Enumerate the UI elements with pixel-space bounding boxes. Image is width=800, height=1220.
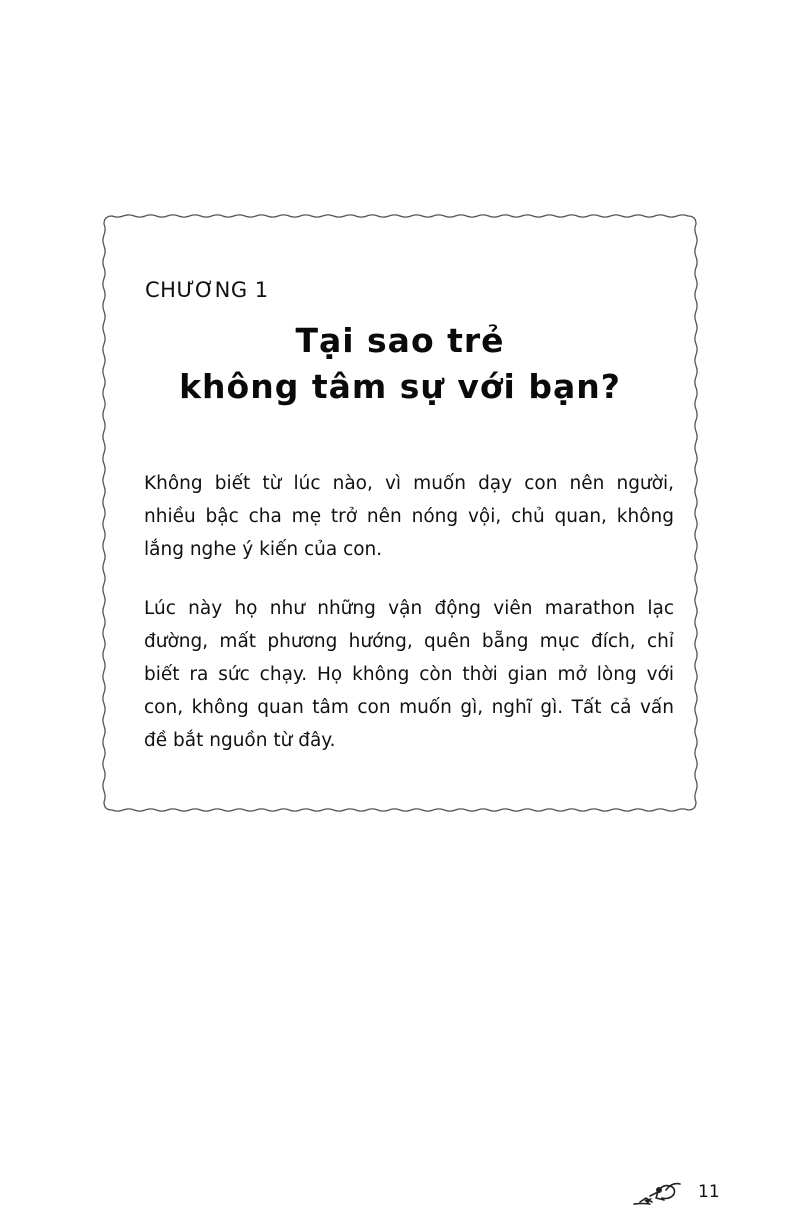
paragraph-2 [144, 592, 674, 757]
paragraph-line: lắng nghe ý kiến của con. [144, 539, 383, 560]
paragraph-line: Không biết từ lúc nào, vì muốn dạy con nên người, [144, 473, 674, 494]
paragraph-line: con, không quan tâm con muốn gì, nghĩ gì. Tất cả vấn [144, 697, 674, 718]
paragraph-1 [144, 467, 674, 566]
chapter-title-line-1: Tại sao trẻ [295, 321, 505, 360]
paragraph-line: đường, mất phương hướng, quên bẵng mục đích, chỉ [144, 631, 674, 652]
chapter-label: CHƯƠNG 1 [145, 278, 269, 302]
paragraph-line: nhiều bậc cha mẹ trở nên nóng vội, chủ quan, không [144, 506, 674, 527]
page-number: 11 [698, 1182, 720, 1202]
chapter-title-line-2: không tâm sự với bạn? [179, 367, 621, 406]
paragraph-line: đề bắt nguồn từ đây. [144, 730, 336, 751]
paragraph-line: Lúc này họ như những vận động viên marathon lạc [144, 598, 674, 619]
running-figure-icon [632, 1178, 694, 1208]
paragraph-line: biết ra sức chạy. Họ không còn thời gian mở lòng với [144, 664, 674, 685]
